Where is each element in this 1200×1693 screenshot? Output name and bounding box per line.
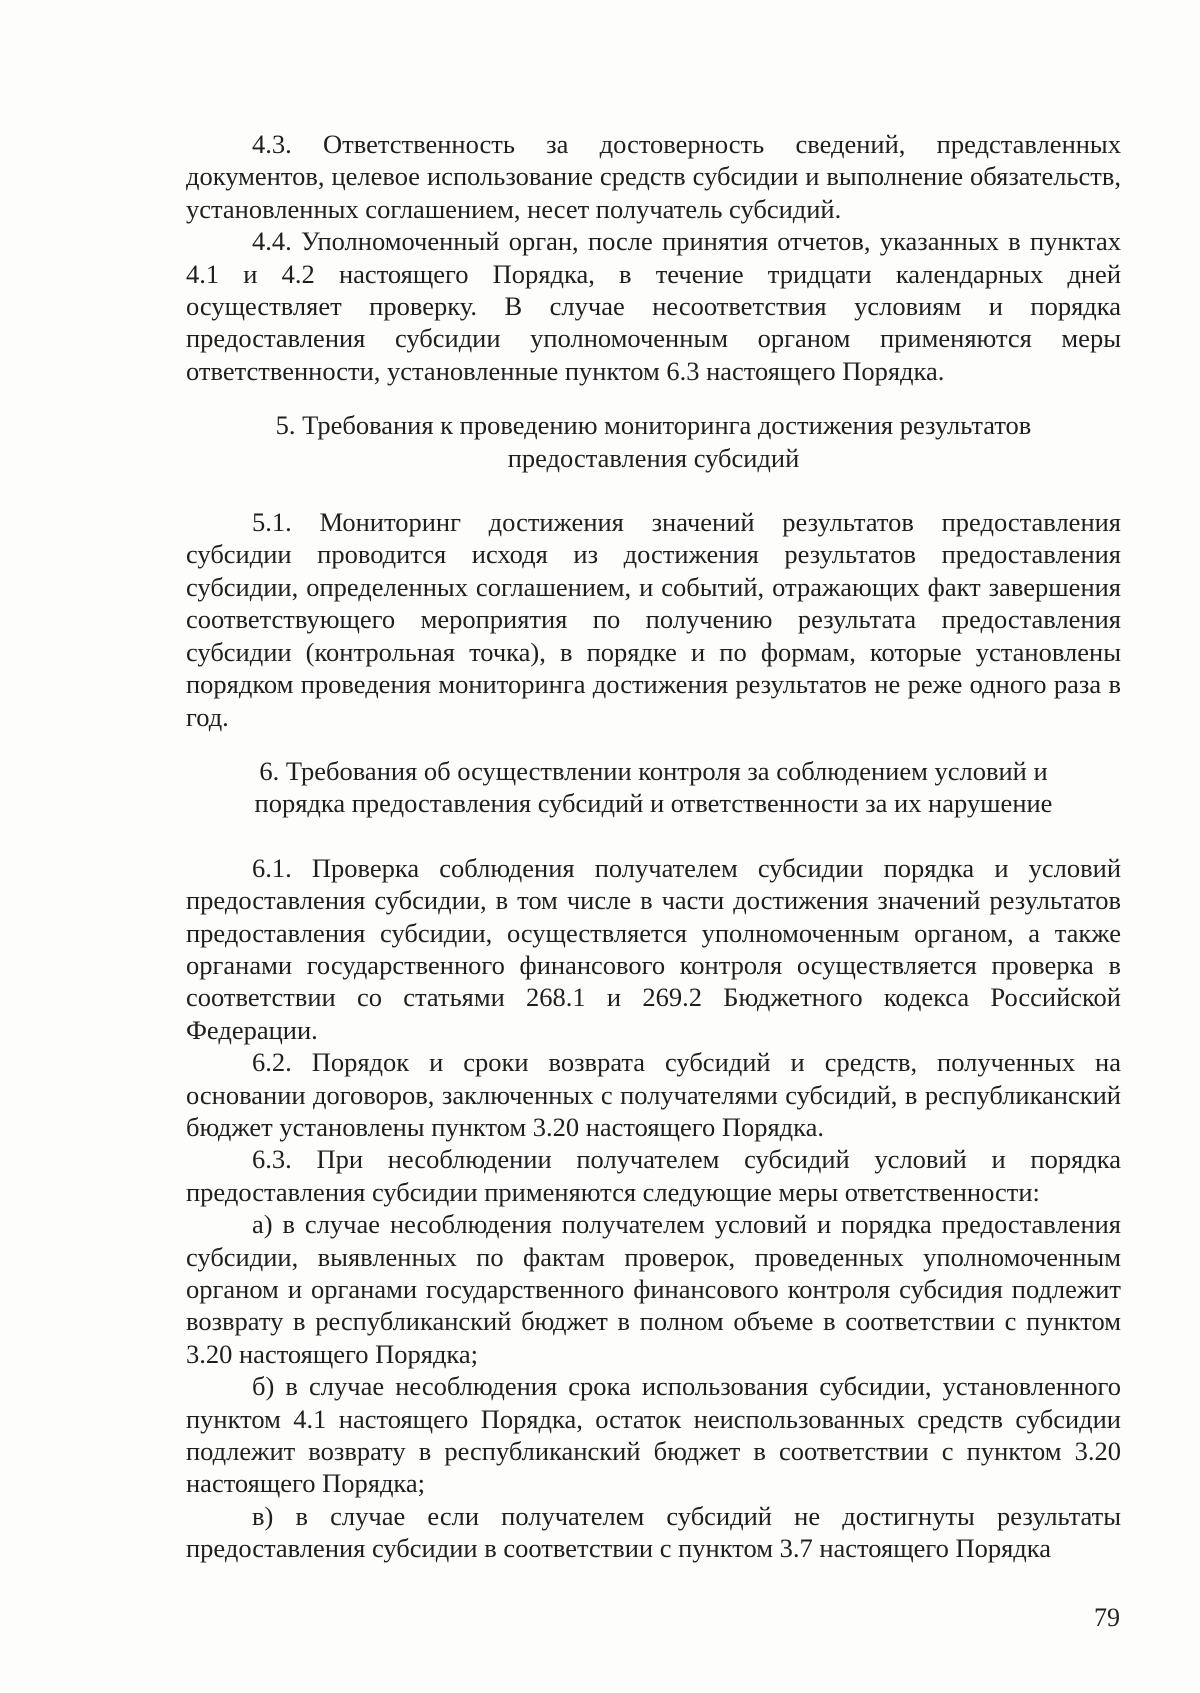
paragraph-6-3-b: б) в случае несоблюдения срока использования субсидии, установленного пунктом 4.1 настоящего Порядка, остаток неиспользованных средств субсидии подлежит возврату в республиканский бюджет в соответствии с пунктом 3.20 настоящего Порядка; — [186, 1371, 1121, 1499]
paragraph-4-4: 4.4. Уполномоченный орган, после принятия отчетов, указанных в пунктах 4.1 и 4.2 настоящего Порядка, в течение тридцати календарных дней осуществляет проверку. В случае несоответствия условиям и порядка предоставления субсидии уполномоченным органом применяются меры ответственности, установленные пунктом 6.3 настоящего Порядка. — [186, 226, 1121, 386]
section-5-heading: 5. Требования к проведению мониторинга достижения результатов предоставления субсидий — [275, 410, 1032, 473]
spacer — [186, 474, 1121, 506]
spacer — [186, 733, 1121, 755]
paragraph-6-3: 6.3. При несоблюдении получателем субсидий условий и порядка предоставления субсидии применяются следующие меры ответственности: — [186, 1144, 1121, 1207]
paragraph-6-3-a: а) в случае несоблюдения получателем условий и порядка предоставления субсидии, выявленных по фактам проверок, проведенных уполномоченным органом и органами государственного финансового контроля субсидия подлежит возврату в республиканский бюджет в полном объеме в соответствии с пунктом 3.20 настоящего Порядка; — [186, 1209, 1121, 1369]
section-6-heading: 6. Требования об осуществлении контроля за соблюдением условий и порядка предоставления субсидий и ответственности за их нарушение — [254, 755, 1053, 819]
paragraph-6-2: 6.2. Порядок и сроки возврата субсидий и средств, полученных на основании договоров, заключенных с получателями субсидий, в республиканский бюджет установлены пунктом 3.20 настоящего Порядка. — [186, 1047, 1121, 1142]
document-body — [186, 128, 1121, 1565]
paragraph-6-1: 6.1. Проверка соблюдения получателем субсидии порядка и условий предоставления субсидии, в том числе в части достижения значений результатов предоставления субсидии, осуществляется уполномоченным органом, а также органами государственного финансового контроля осуществляется проверка в соответствии со статьями 268.1 и 269.2 Бюджетного кодекса Российской Федерации. — [186, 852, 1121, 1045]
page-number: 79 — [1094, 1603, 1120, 1632]
paragraph-5-1: 5.1. Мониторинг достижения значений результатов предоставления субсидии проводится исходя из достижения результатов предоставления субсидии, определенных соглашением, и событий, отражающих факт завершения соответствующего мероприятия по получению результата предоставления субсидии (контрольная точка), в порядке и по формам, которые установлены порядком проведения мониторинга достижения результатов не реже одного раза в год. — [186, 507, 1121, 732]
paragraph-6-3-v: в) в случае если получателем субсидий не достигнуты результаты предоставления субсидии в соответствии с пунктом 3.7 настоящего Порядка — [186, 1500, 1121, 1564]
spacer — [186, 820, 1121, 852]
spacer — [186, 387, 1121, 409]
paragraph-4-3: 4.3. Ответственность за достоверность сведений, представленных документов, целевое использование средств субсидии и выполнение обязательств, установленных соглашением, несет получатель субсидий. — [186, 129, 1121, 224]
